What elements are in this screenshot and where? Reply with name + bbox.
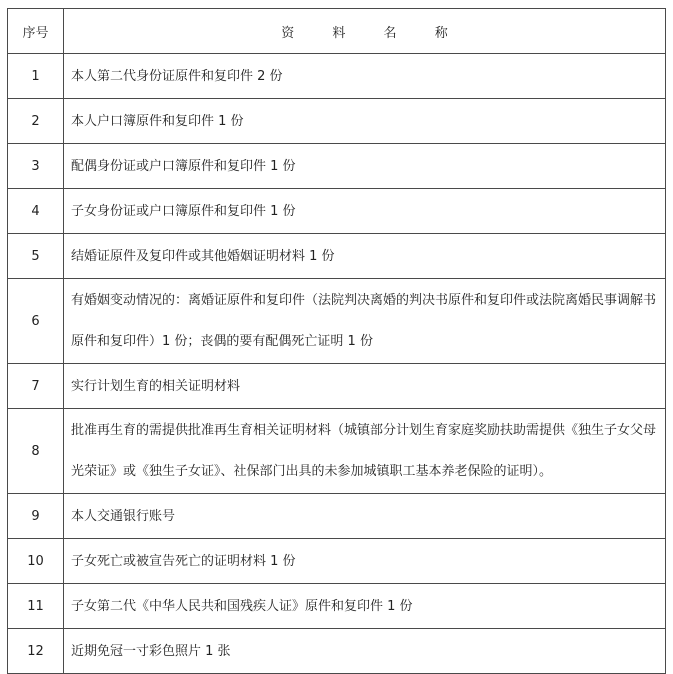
row-index: 4 — [8, 189, 64, 234]
row-text: 配偶身份证或户口簿原件和复印件 1 份 — [64, 144, 666, 189]
table-row — [8, 409, 666, 494]
row-text: 子女死亡或被宣告死亡的证明材料 1 份 — [64, 539, 666, 584]
row-index: 3 — [8, 144, 64, 189]
row-text: 本人第二代身份证原件和复印件 2 份 — [64, 54, 666, 99]
header-name: 资 料 名 称 — [64, 9, 666, 54]
row-text: 子女身份证或户口簿原件和复印件 1 份 — [64, 189, 666, 234]
row-index: 7 — [8, 364, 64, 409]
table-header-row — [8, 9, 666, 54]
row-index: 9 — [8, 494, 64, 539]
row-index: 12 — [8, 629, 64, 674]
row-text: 本人户口簿原件和复印件 1 份 — [64, 99, 666, 144]
table-row — [8, 629, 666, 674]
table-row — [8, 99, 666, 144]
row-text: 近期免冠一寸彩色照片 1 张 — [64, 629, 666, 674]
table-row — [8, 539, 666, 584]
row-index: 6 — [8, 279, 64, 364]
row-index: 1 — [8, 54, 64, 99]
table-row — [8, 279, 666, 364]
row-index: 2 — [8, 99, 64, 144]
row-index: 5 — [8, 234, 64, 279]
row-text: 结婚证原件及复印件或其他婚姻证明材料 1 份 — [64, 234, 666, 279]
table-row — [8, 189, 666, 234]
document-table-wrapper — [7, 8, 665, 674]
table-row — [8, 54, 666, 99]
table-row — [8, 494, 666, 539]
row-text: 本人交通银行账号 — [64, 494, 666, 539]
row-text: 批准再生育的需提供批准再生育相关证明材料（城镇部分计划生育家庭奖励扶助需提供《独生子女父母光荣证》或《独生子女证》、社保部门出具的未参加城镇职工基本养老保险的证明）。 — [64, 409, 666, 494]
row-index: 8 — [8, 409, 64, 494]
row-text: 子女第二代《中华人民共和国残疾人证》原件和复印件 1 份 — [64, 584, 666, 629]
row-index: 10 — [8, 539, 64, 584]
row-index: 11 — [8, 584, 64, 629]
table-row — [8, 584, 666, 629]
table-row — [8, 364, 666, 409]
table-row — [8, 234, 666, 279]
header-index: 序号 — [8, 9, 64, 54]
row-text: 实行计划生育的相关证明材料 — [64, 364, 666, 409]
materials-table — [7, 8, 666, 674]
row-text: 有婚姻变动情况的：离婚证原件和复印件（法院判决离婚的判决书原件和复印件或法院离婚民事调解书原件和复印件）1 份；丧偶的要有配偶死亡证明 1 份 — [64, 279, 666, 364]
table-row — [8, 144, 666, 189]
